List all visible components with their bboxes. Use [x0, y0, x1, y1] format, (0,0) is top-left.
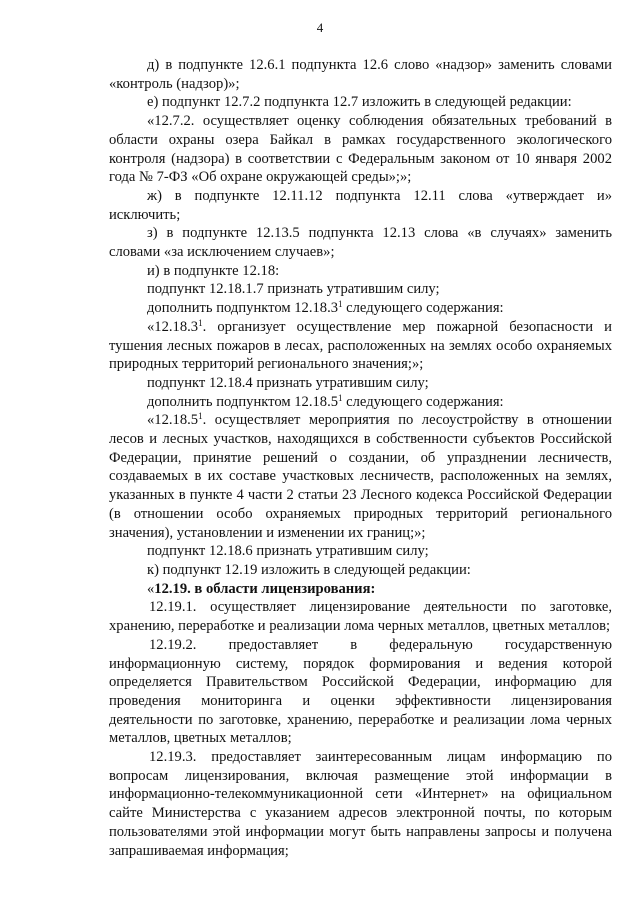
paragraph-12-19-heading — [109, 580, 612, 599]
paragraph-12-18-6 — [109, 542, 612, 561]
paragraph-add-12-18-3-1 — [109, 299, 612, 318]
paragraph-text: дополнить подпунктом 12.18.5 — [147, 393, 339, 410]
paragraph-add-12-18-5-1 — [109, 393, 612, 412]
paragraph-text: подпункт 12.18.6 признать утратившим силу; — [147, 543, 429, 560]
superscript: 1 — [338, 392, 343, 403]
paragraph-k — [109, 561, 612, 580]
paragraph-12-18-4 — [109, 374, 612, 393]
paragraph-text: подпункт 12.18.4 признать утратившим силу; — [147, 374, 429, 391]
paragraph-12-18-5-1 — [109, 411, 612, 542]
paragraph-12-7-2 — [109, 112, 612, 187]
paragraph-text: . организует осуществление мер пожарной безопасности и тушения лесных пожаров в лесах, расположенных на землях особо охраняемых природных территорий регионального значения;»; — [109, 318, 612, 373]
superscript: 1 — [338, 299, 343, 310]
superscript: 1 — [198, 411, 203, 422]
paragraph-text: дополнить подпунктом 12.18.3 — [147, 300, 339, 317]
paragraph-text: 12.19.3. предоставляет заинтересованным лицам информацию по вопросам лицензирования, включая размещение этой информации в информационно-телекоммуникационной сети «Интернет» на официальном сайте Министерства с указанием адресов электронной почты, по которым пользователями этой информации могут быть направлены запросы и получена запрашиваемая информация; — [109, 749, 612, 859]
document-body — [109, 56, 612, 860]
paragraph-text: следующего содержания: — [342, 393, 504, 410]
paragraph-text: . осуществляет мероприятия по лесоустройству в отношении лесов и лесных участков, находящихся в собственности субъектов Российской Федерации, принятие решений о создании, об упразднении лесничеств, создаваемых в их составе участковых лесничеств, расположенных на землях, указанных в пункте 4 части 2 статьи 23 Лесного кодекса Российской Федерации (в отношении особо охраняемых природных территорий регионального значения), установлении и изменении их границ;»; — [109, 412, 612, 541]
paragraph-12-18-3-1 — [109, 318, 612, 374]
paragraph-text: «12.18.3 — [147, 318, 199, 335]
paragraph-12-19-3 — [109, 748, 612, 860]
bold-heading: 12.19. в области лицензирования: — [154, 580, 376, 597]
paragraph-text: 12.19.2. предоставляет в федеральную государственную информационную систему, порядок формирования и ведения которой определяется Правительством Российской Федерации, информацию для проведения мониторинга и оценки эффективности лицензирования деятельности по заготовке, хранению, переработке и реализации лома черных металлов, цветных металлов; — [109, 636, 612, 747]
paragraph-12-19-2 — [109, 636, 612, 748]
paragraph-text: «12.7.2. осуществляет оценку соблюдения обязательных требований в области охраны озера Байкал в рамках государственного экологического контроля (надзора) в соответствии с Федеральным законом от 10 января 2002 года № 7-ФЗ «Об охране окружающей среды»;»; — [109, 113, 612, 186]
paragraph-i — [109, 262, 612, 281]
page-number: 4 — [316, 20, 324, 35]
paragraph-text: к) подпункт 12.19 изложить в следующей редакции: — [147, 561, 471, 578]
paragraph-text: и) в подпункте 12.18: — [147, 262, 280, 279]
paragraph-12-18-1-7 — [109, 280, 612, 299]
paragraph-text: « — [147, 580, 155, 597]
paragraph-z — [109, 224, 612, 261]
paragraph-text: следующего содержания: — [342, 300, 504, 317]
paragraph-d — [109, 56, 612, 93]
paragraph-e — [109, 93, 612, 112]
paragraph-text: подпункт 12.18.1.7 признать утратившим силу; — [147, 281, 440, 298]
paragraph-text: е) подпункт 12.7.2 подпункта 12.7 изложить в следующей редакции: — [147, 94, 572, 111]
paragraph-text: д) в подпункте 12.6.1 подпункта 12.6 слово «надзор» заменить словами «контроль (надзор)»; — [109, 57, 612, 92]
paragraph-text: «12.18.5 — [147, 412, 199, 429]
superscript: 1 — [198, 317, 203, 328]
paragraph-text: з) в подпункте 12.13.5 подпункта 12.13 слова «в случаях» заменить словами «за исключением случаев»; — [109, 225, 612, 261]
paragraph-text: ж) в подпункте 12.11.12 подпункта 12.11 слова «утверждает и» исключить; — [109, 187, 612, 223]
paragraph-text: 12.19.1. осуществляет лицензирование деятельности по заготовке, хранению, переработке и реализации лома черных металлов, цветных металлов; — [109, 599, 612, 635]
paragraph-zh — [109, 187, 612, 224]
paragraph-12-19-1 — [109, 598, 612, 635]
